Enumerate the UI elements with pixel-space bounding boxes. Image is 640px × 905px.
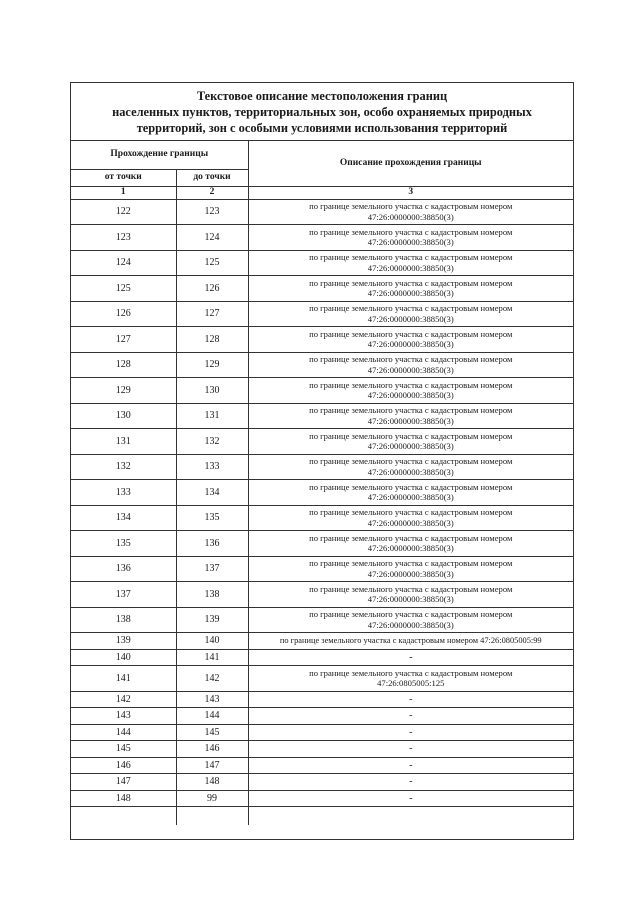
to-point-cell: 136 <box>176 531 248 557</box>
description-line: по границе земельного участка с кадастровым номером <box>309 456 513 467</box>
table-row <box>71 724 573 741</box>
table-row <box>71 649 573 666</box>
from-point-cell: 144 <box>71 724 176 741</box>
document-title <box>71 83 573 141</box>
from-point-cell: 126 <box>71 301 176 327</box>
description-line: 47:26:0000000:38850(3) <box>367 517 454 528</box>
from-point-cell: 145 <box>71 741 176 758</box>
document-frame <box>70 82 574 840</box>
table-row <box>71 774 573 791</box>
description-line: 47:26:0000000:38850(3) <box>367 619 454 630</box>
to-point-cell: 148 <box>176 774 248 791</box>
to-point-cell: 128 <box>176 327 248 353</box>
description-cell <box>248 774 573 791</box>
description-cell <box>248 199 573 225</box>
description-line: по границе земельного участка с кадастровым номером 47:26:0805005:99 <box>279 635 542 645</box>
description-cell <box>248 505 573 531</box>
description-line: - <box>409 792 413 804</box>
table-row <box>71 352 573 378</box>
description-line: по границе земельного участка с кадастровым номером <box>309 532 513 543</box>
table-row <box>71 225 573 251</box>
description-cell <box>248 582 573 608</box>
description-line: по границе земельного участка с кадастровым номером <box>309 430 513 441</box>
table-row <box>71 378 573 404</box>
table-row <box>71 480 573 506</box>
description-cell <box>248 633 573 650</box>
from-point-cell: 122 <box>71 199 176 225</box>
from-point-cell: 143 <box>71 708 176 725</box>
table-row <box>71 276 573 302</box>
description-line: по границе земельного участка с кадастровым номером <box>309 558 513 569</box>
description-line: 47:26:0000000:38850(3) <box>367 313 454 324</box>
from-point-cell: 128 <box>71 352 176 378</box>
description-line: - <box>409 726 413 738</box>
table-row <box>71 250 573 276</box>
description-line: 47:26:0000000:38850(3) <box>367 415 454 426</box>
empty-cell <box>71 807 176 825</box>
description-line: 47:26:0000000:38850(3) <box>367 568 454 579</box>
table-row <box>71 531 573 557</box>
from-point-cell: 130 <box>71 403 176 429</box>
from-point-cell: 131 <box>71 429 176 455</box>
to-point-cell: 143 <box>176 691 248 708</box>
table-row <box>71 582 573 608</box>
to-point-cell: 129 <box>176 352 248 378</box>
to-point-cell: 139 <box>176 607 248 633</box>
description-line: по границе земельного участка с кадастровым номером <box>309 609 513 620</box>
empty-cell <box>176 807 248 825</box>
description-line: - <box>409 759 413 771</box>
header-col-number: 2 <box>176 186 248 199</box>
from-point-cell: 134 <box>71 505 176 531</box>
description-cell <box>248 531 573 557</box>
to-point-cell: 141 <box>176 649 248 666</box>
from-point-cell: 146 <box>71 757 176 774</box>
description-cell <box>248 352 573 378</box>
description-line: 47:26:0000000:38850(3) <box>367 441 454 452</box>
description-line: 47:26:0000000:38850(3) <box>367 390 454 401</box>
to-point-cell: 144 <box>176 708 248 725</box>
empty-cell <box>248 807 573 825</box>
description-line: 47:26:0000000:38850(3) <box>367 492 454 503</box>
to-point-cell: 133 <box>176 454 248 480</box>
description-line: 47:26:0000000:38850(3) <box>367 594 454 605</box>
description-line: - <box>409 693 413 705</box>
table-row <box>71 757 573 774</box>
description-cell <box>248 403 573 429</box>
header-to-point: до точки <box>176 169 248 186</box>
table-row <box>71 691 573 708</box>
to-point-cell: 147 <box>176 757 248 774</box>
description-line: по границе земельного участка с кадастровым номером <box>309 226 513 237</box>
description-cell <box>248 666 573 692</box>
from-point-cell: 133 <box>71 480 176 506</box>
boundary-table <box>71 141 573 825</box>
from-point-cell: 148 <box>71 790 176 807</box>
from-point-cell: 129 <box>71 378 176 404</box>
from-point-cell: 136 <box>71 556 176 582</box>
to-point-cell: 146 <box>176 741 248 758</box>
description-cell <box>248 301 573 327</box>
to-point-cell: 135 <box>176 505 248 531</box>
table-row <box>71 633 573 650</box>
description-cell <box>248 327 573 353</box>
to-point-cell: 127 <box>176 301 248 327</box>
header-description: Описание прохождения границы <box>248 141 573 186</box>
from-point-cell: 127 <box>71 327 176 353</box>
header-passage: Прохождение границы <box>71 141 248 169</box>
from-point-cell: 139 <box>71 633 176 650</box>
description-line: по границе земельного участка с кадастровым номером <box>309 354 513 365</box>
from-point-cell: 137 <box>71 582 176 608</box>
table-row <box>71 607 573 633</box>
from-point-cell: 124 <box>71 250 176 276</box>
title-line: Текстовое описание местоположения границ <box>196 88 448 103</box>
description-cell <box>248 480 573 506</box>
description-line: по границе земельного участка с кадастровым номером <box>309 303 513 314</box>
description-cell <box>248 741 573 758</box>
to-point-cell: 125 <box>176 250 248 276</box>
to-point-cell: 137 <box>176 556 248 582</box>
header-col-number: 1 <box>71 186 176 199</box>
description-line: 47:26:0000000:38850(3) <box>367 288 454 299</box>
to-point-cell: 126 <box>176 276 248 302</box>
description-line: по границе земельного участка с кадастровым номером <box>309 405 513 416</box>
from-point-cell: 147 <box>71 774 176 791</box>
from-point-cell: 140 <box>71 649 176 666</box>
description-cell <box>248 757 573 774</box>
description-line: 47:26:0000000:38850(3) <box>367 364 454 375</box>
table-row <box>71 556 573 582</box>
description-line: 47:26:0000000:38850(3) <box>367 543 454 554</box>
description-cell <box>248 250 573 276</box>
from-point-cell: 141 <box>71 666 176 692</box>
description-line: - <box>409 776 413 787</box>
description-cell <box>248 724 573 741</box>
title-line: территорий, зон с особыми условиями использования территорий <box>136 120 508 135</box>
description-cell <box>248 454 573 480</box>
table-row <box>71 199 573 225</box>
description-cell <box>248 649 573 666</box>
description-line: - <box>409 710 413 721</box>
to-point-cell: 145 <box>176 724 248 741</box>
description-line: 47:26:0000000:38850(3) <box>367 339 454 350</box>
description-line: 47:26:0000000:38850(3) <box>367 466 454 477</box>
description-cell <box>248 691 573 708</box>
table-row <box>71 741 573 758</box>
table-row <box>71 301 573 327</box>
description-cell <box>248 790 573 807</box>
description-cell <box>248 378 573 404</box>
description-cell <box>248 607 573 633</box>
description-line: по границе земельного участка с кадастровым номером <box>309 667 513 678</box>
header-from-point: от точки <box>71 169 176 186</box>
from-point-cell: 138 <box>71 607 176 633</box>
description-line: по границе земельного участка с кадастровым номером <box>309 583 513 594</box>
to-point-cell: 130 <box>176 378 248 404</box>
from-point-cell: 135 <box>71 531 176 557</box>
description-line: - <box>409 743 413 754</box>
empty-row <box>71 807 573 825</box>
description-line: по границе земельного участка с кадастровым номером <box>309 481 513 492</box>
to-point-cell: 140 <box>176 633 248 650</box>
description-line: 47:26:0000000:38850(3) <box>367 262 454 273</box>
table-row <box>71 403 573 429</box>
to-point-cell: 131 <box>176 403 248 429</box>
from-point-cell: 125 <box>71 276 176 302</box>
table-row <box>71 708 573 725</box>
description-cell <box>248 429 573 455</box>
description-cell <box>248 225 573 251</box>
to-point-cell: 123 <box>176 199 248 225</box>
table-row <box>71 505 573 531</box>
to-point-cell: 124 <box>176 225 248 251</box>
description-line: по границе земельного участка с кадастровым номером <box>309 507 513 518</box>
to-point-cell: 138 <box>176 582 248 608</box>
description-line: 47:26:0000000:38850(3) <box>367 237 454 248</box>
to-point-cell: 134 <box>176 480 248 506</box>
description-line: по границе земельного участка с кадастровым номером <box>309 201 513 212</box>
to-point-cell: 142 <box>176 666 248 692</box>
description-cell <box>248 556 573 582</box>
to-point-cell: 99 <box>176 790 248 807</box>
table-row <box>71 666 573 692</box>
from-point-cell: 123 <box>71 225 176 251</box>
table-row <box>71 429 573 455</box>
description-line: - <box>409 651 413 663</box>
title-line: населенных пунктов, территориальных зон, особо охраняемых природных <box>112 104 532 119</box>
table-row <box>71 327 573 353</box>
table-row <box>71 790 573 807</box>
description-line: по границе земельного участка с кадастровым номером <box>309 252 513 263</box>
description-line: по границе земельного участка с кадастровым номером <box>309 379 513 390</box>
table-row <box>71 454 573 480</box>
from-point-cell: 142 <box>71 691 176 708</box>
description-line: по границе земельного участка с кадастровым номером <box>309 328 513 339</box>
description-cell <box>248 708 573 725</box>
from-point-cell: 132 <box>71 454 176 480</box>
description-cell <box>248 276 573 302</box>
to-point-cell: 132 <box>176 429 248 455</box>
description-line: 47:26:0000000:38850(3) <box>367 211 454 222</box>
header-col-number: 3 <box>248 186 573 199</box>
description-line: 47:26:0805005:125 <box>377 678 445 689</box>
description-line: по границе земельного участка с кадастровым номером <box>309 277 513 288</box>
